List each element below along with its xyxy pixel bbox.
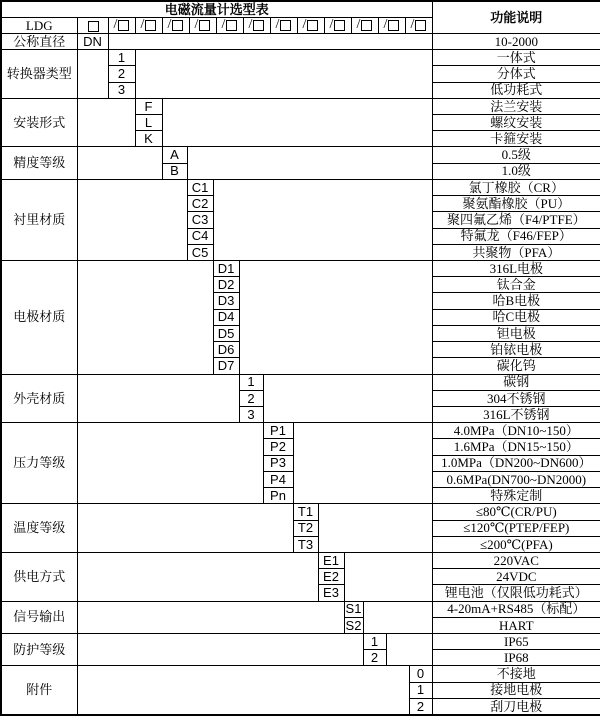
empty-cell — [77, 147, 162, 179]
desc-cell: IP68 — [432, 650, 600, 666]
blank-box-icon — [388, 20, 399, 31]
slash-glyph: / — [248, 17, 253, 32]
function-column-header: 功能说明 — [432, 1, 600, 33]
desc-cell: 钛合金 — [432, 277, 600, 293]
empty-cell — [77, 504, 293, 553]
code-cell: 1 — [363, 634, 386, 650]
code-cell: Pn — [263, 488, 293, 504]
desc-cell: 聚氨酯橡胶（PU） — [432, 196, 600, 212]
code-cell: P3 — [263, 455, 293, 471]
slash-glyph: / — [194, 17, 199, 32]
empty-cell — [386, 634, 432, 666]
desc-cell: ≤200℃(PFA) — [432, 536, 600, 552]
code-cell: 2 — [239, 390, 263, 406]
desc-cell: IP65 — [432, 634, 600, 650]
blank-box-icon — [145, 20, 156, 31]
group-label: 转换器类型 — [1, 50, 77, 99]
slash-box-cell — [136, 18, 163, 33]
slash-box-cell — [298, 18, 325, 33]
group-label-diameter: 公称直径 — [1, 33, 77, 49]
slash-glyph: / — [329, 17, 334, 32]
empty-cell — [108, 33, 432, 49]
slash-box-cell — [379, 18, 406, 33]
group-label: 防护等级 — [1, 634, 77, 666]
desc-cell: 一体式 — [432, 50, 600, 66]
slash-glyph: / — [140, 17, 145, 32]
desc-cell: 不接地 — [432, 666, 600, 682]
slash-glyph: / — [383, 17, 388, 32]
empty-cell — [77, 634, 363, 666]
empty-cell — [293, 423, 432, 504]
model-code-boxes — [108, 17, 432, 33]
blank-box-icon — [172, 20, 183, 31]
slash-box-cell — [271, 18, 298, 33]
code-cell: F — [135, 98, 162, 114]
empty-cell — [162, 98, 432, 147]
group-label: 压力等级 — [1, 423, 77, 504]
desc-cell: ≤120℃(PTEP/FEP) — [432, 520, 600, 536]
model-first-box-cell — [77, 17, 108, 33]
blank-box-icon — [415, 20, 426, 31]
group-label: 外壳材质 — [1, 374, 77, 423]
desc-cell: 钽电极 — [432, 325, 600, 341]
desc-cell: 哈C电极 — [432, 309, 600, 325]
slash-box-cell — [325, 18, 352, 33]
code-cell: C4 — [187, 228, 213, 244]
code-cell: 2 — [409, 698, 432, 715]
code-cell: D4 — [213, 309, 239, 325]
code-cell: S2 — [345, 617, 362, 633]
desc-cell: 聚四氟乙烯（F4/PTFE） — [432, 212, 600, 228]
desc-cell: 4-20mA+RS485（标配） — [432, 601, 600, 617]
model-prefix: LDG — [1, 17, 77, 33]
empty-cell — [77, 261, 213, 375]
group-label: 精度等级 — [1, 147, 77, 179]
desc-cell: 0.6MPa(DN700~DN2000) — [432, 471, 600, 487]
code-cell: B — [162, 163, 187, 179]
code-cell: C2 — [187, 196, 213, 212]
model-code-box-row — [109, 18, 432, 33]
code-cell: E2 — [318, 569, 344, 585]
blank-box-icon — [361, 20, 372, 31]
desc-cell: 24VDC — [432, 569, 600, 585]
code-cell: T3 — [293, 536, 318, 552]
desc-cell: 316L不锈钢 — [432, 406, 600, 422]
desc-cell: 1.0MPa（DN200~DN600） — [432, 455, 600, 471]
blank-box-icon — [280, 20, 291, 31]
desc-cell: HART — [432, 617, 600, 633]
desc-cell: 0.5级 — [432, 147, 600, 163]
code-cell: C3 — [187, 212, 213, 228]
code-cell: D5 — [213, 325, 239, 341]
empty-cell — [77, 179, 187, 260]
code-cell: C5 — [187, 244, 213, 260]
slash-glyph: / — [410, 17, 415, 32]
group-label: 信号输出 — [1, 601, 77, 633]
empty-cell — [187, 147, 432, 179]
empty-cell — [239, 261, 432, 375]
code-cell: D2 — [213, 277, 239, 293]
code-cell: L — [135, 115, 162, 131]
desc-cell: 特殊定制 — [432, 488, 600, 504]
desc-cell: 共聚物（PFA） — [432, 244, 600, 260]
slash-glyph: / — [113, 17, 118, 32]
desc-cell: 316L电极 — [432, 261, 600, 277]
group-label: 温度等级 — [1, 504, 77, 553]
group-label: 供电方式 — [1, 552, 77, 601]
empty-cell — [213, 179, 432, 260]
code-cell: T1 — [293, 504, 318, 520]
desc-cell: ≤80℃(CR/PU) — [432, 504, 600, 520]
code-cell: P1 — [263, 423, 293, 439]
code-cell: K — [135, 131, 162, 147]
slash-glyph: / — [221, 17, 226, 32]
desc-cell: 氯丁橡胶（CR） — [432, 179, 600, 195]
empty-cell — [344, 552, 432, 601]
code-cell: D6 — [213, 342, 239, 358]
empty-cell — [77, 423, 263, 504]
code-cell: P4 — [263, 471, 293, 487]
empty-cell — [135, 50, 432, 99]
code-cell: 0 — [409, 666, 432, 682]
group-label: 安装形式 — [1, 98, 77, 147]
code-cell: E1 — [318, 552, 344, 568]
code-cell: 2 — [363, 650, 386, 666]
code-cell: 3 — [108, 82, 135, 98]
desc-cell: 304不锈钢 — [432, 390, 600, 406]
code-cell: 1 — [409, 682, 432, 698]
code-cell: 3 — [239, 406, 263, 422]
desc-cell: 特氟龙（F46/FEP） — [432, 228, 600, 244]
empty-cell — [77, 98, 135, 147]
desc-cell: 刮刀电极 — [432, 698, 600, 715]
code-cell: D1 — [213, 261, 239, 277]
slash-glyph: / — [302, 17, 307, 32]
page-title: 电磁流量计选型表 — [1, 1, 432, 17]
empty-cell — [77, 601, 344, 633]
empty-cell — [77, 374, 239, 423]
desc-cell: 碳化钨 — [432, 358, 600, 374]
desc-cell: 1.6MPa（DN15~150） — [432, 439, 600, 455]
code-cell: D7 — [213, 358, 239, 374]
desc-cell: 锂电池（仅限低功耗式） — [432, 585, 600, 601]
blank-box-icon — [334, 20, 345, 31]
desc-cell: 法兰安装 — [432, 98, 600, 114]
slash-glyph: / — [275, 17, 280, 32]
desc-cell: 4.0MPa（DN10~150） — [432, 423, 600, 439]
slash-glyph: / — [167, 17, 172, 32]
slash-box-cell — [406, 18, 432, 33]
selection-table-body — [1, 1, 600, 715]
slash-box-cell — [244, 18, 271, 33]
blank-box-icon — [88, 21, 99, 32]
empty-cell — [77, 50, 108, 99]
desc-cell: 螺纹安装 — [432, 115, 600, 131]
code-cell: E3 — [318, 585, 344, 601]
code-cell: 1 — [108, 50, 135, 66]
slash-box-cell — [352, 18, 379, 33]
desc-cell: 哈B电极 — [432, 293, 600, 309]
blank-box-icon — [307, 20, 318, 31]
code-cell: P2 — [263, 439, 293, 455]
desc-cell: 低功耗式 — [432, 82, 600, 98]
blank-box-icon — [226, 20, 237, 31]
code-cell: 1 — [239, 374, 263, 390]
group-label: 电极材质 — [1, 261, 77, 375]
code-cell: DN — [77, 33, 108, 49]
code-cell: 2 — [108, 66, 135, 82]
desc-cell: 铂铱电极 — [432, 342, 600, 358]
code-cell: C1 — [187, 179, 213, 195]
desc-cell: 分体式 — [432, 66, 600, 82]
desc-cell: 卡箍安装 — [432, 131, 600, 147]
empty-cell — [263, 374, 432, 423]
slash-box-cell — [217, 18, 244, 33]
blank-box-icon — [118, 20, 129, 31]
slash-box-cell — [190, 18, 217, 33]
slash-box-cell — [109, 18, 136, 33]
empty-cell — [77, 666, 409, 715]
desc-cell: 接地电极 — [432, 682, 600, 698]
code-cell: A — [162, 147, 187, 163]
empty-cell — [318, 504, 432, 553]
code-cell: D3 — [213, 293, 239, 309]
code-cell: T2 — [293, 520, 318, 536]
group-label: 附件 — [1, 666, 77, 715]
empty-cell — [363, 601, 432, 633]
slash-box-cell — [163, 18, 190, 33]
group-label: 衬里材质 — [1, 179, 77, 260]
desc-cell: 1.0级 — [432, 163, 600, 179]
desc-cell: 220VAC — [432, 552, 600, 568]
desc-cell: 10-2000 — [432, 33, 600, 49]
desc-cell: 碳钢 — [432, 374, 600, 390]
blank-box-icon — [253, 20, 264, 31]
empty-cell — [77, 552, 318, 601]
blank-box-icon — [199, 20, 210, 31]
slash-glyph: / — [356, 17, 361, 32]
code-cell: S1 — [345, 601, 362, 617]
